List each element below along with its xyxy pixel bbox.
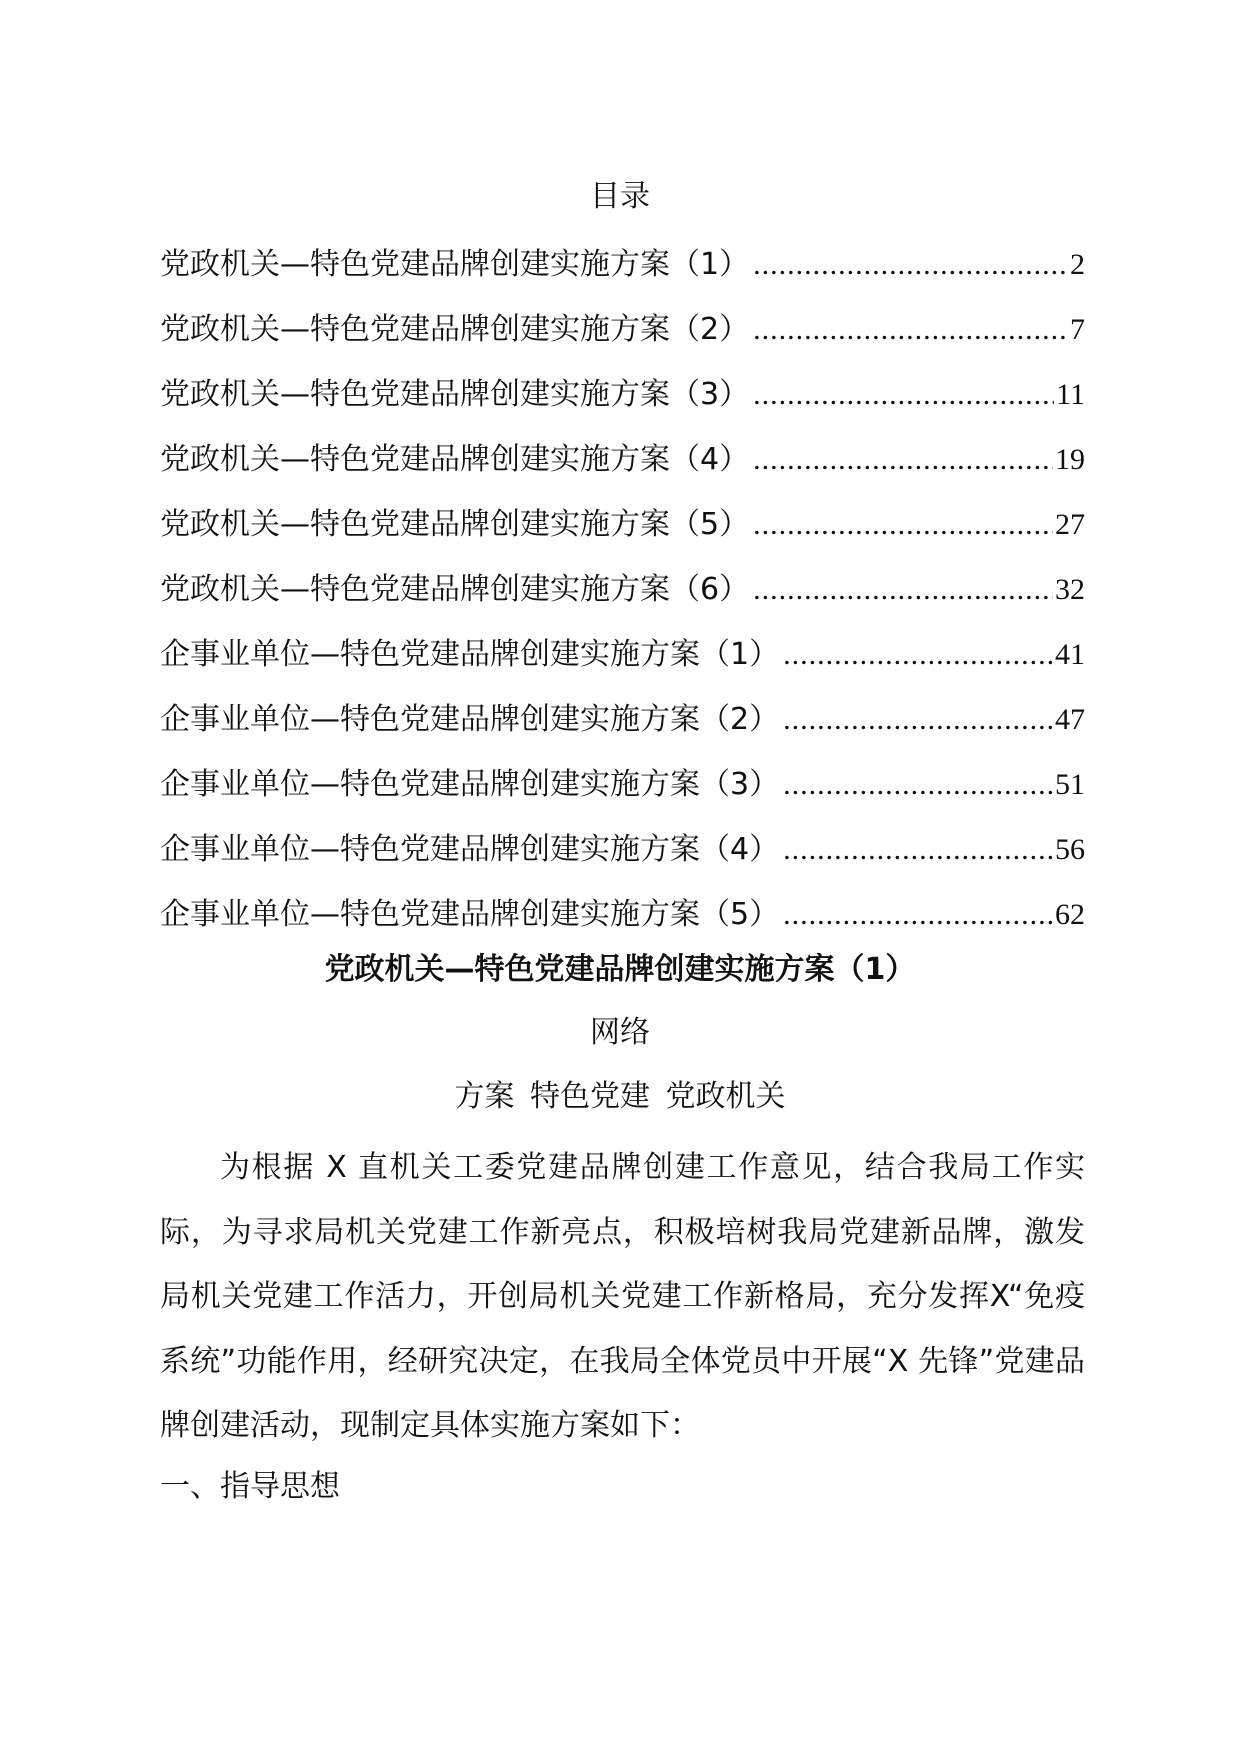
toc-entry-page: 32 xyxy=(1055,573,1085,606)
toc-entry[interactable] xyxy=(160,557,1085,622)
toc-entry[interactable] xyxy=(160,622,1085,687)
toc-entry-page: 47 xyxy=(1055,703,1085,736)
table-of-contents xyxy=(160,232,1085,947)
toc-entry-page: 7 xyxy=(1070,313,1085,346)
toc-entry-page: 27 xyxy=(1055,508,1085,541)
toc-dot-leader xyxy=(783,622,1053,687)
toc-entry-title: 党政机关—特色党建品牌创建实施方案（1） xyxy=(160,247,750,282)
toc-entry-title: 企事业单位—特色党建品牌创建实施方案（2） xyxy=(160,702,780,737)
toc-dot-leader xyxy=(783,882,1053,947)
toc-entry[interactable] xyxy=(160,427,1085,492)
toc-title: 目录 xyxy=(590,179,650,214)
toc-entry-page: 19 xyxy=(1055,443,1085,476)
toc-entry[interactable] xyxy=(160,232,1085,297)
toc-dot-leader xyxy=(753,232,1068,297)
toc-dot-leader xyxy=(753,557,1053,622)
section-heading: 一、指导思想 xyxy=(160,1469,340,1504)
toc-entry-page: 2 xyxy=(1070,248,1085,281)
toc-entry-page: 41 xyxy=(1055,638,1085,671)
toc-entry-title: 党政机关—特色党建品牌创建实施方案（3） xyxy=(160,377,750,412)
document-tags: 方案 特色党建 党政机关 xyxy=(454,1079,786,1114)
toc-entry-title: 企事业单位—特色党建品牌创建实施方案（1） xyxy=(160,637,780,672)
toc-entry-title: 党政机关—特色党建品牌创建实施方案（5） xyxy=(160,507,750,542)
toc-entry[interactable] xyxy=(160,492,1085,557)
toc-entry-title: 企事业单位—特色党建品牌创建实施方案（3） xyxy=(160,767,780,802)
toc-dot-leader xyxy=(753,492,1053,557)
toc-entry-page: 51 xyxy=(1055,768,1085,801)
toc-entry[interactable] xyxy=(160,297,1085,362)
toc-entry-page: 11 xyxy=(1056,378,1085,411)
toc-entry-title: 企事业单位—特色党建品牌创建实施方案（5） xyxy=(160,897,780,932)
toc-entry-title: 党政机关—特色党建品牌创建实施方案（6） xyxy=(160,572,750,607)
toc-dot-leader xyxy=(783,752,1053,817)
intro-paragraph: 为根据 X 直机关工委党建品牌创建工作意见，结合我局工作实际，为寻求局机关党建工作新亮点，积极培树我局党建新品牌，激发局机关党建工作活力，开创局机关党建工作新格局，充分发挥X“免疫系统”功能作用，经研究决定，在我局全体党员中开展“X 先锋”党建品牌创建活动，现制定具体实施方案如下： xyxy=(160,1150,1085,1443)
document-source: 网络 xyxy=(590,1015,650,1050)
toc-entry-title: 党政机关—特色党建品牌创建实施方案（4） xyxy=(160,442,750,477)
toc-dot-leader xyxy=(753,297,1068,362)
toc-entry[interactable] xyxy=(160,817,1085,882)
toc-entry[interactable] xyxy=(160,882,1085,947)
toc-entry[interactable] xyxy=(160,752,1085,817)
toc-entry[interactable] xyxy=(160,687,1085,752)
toc-dot-leader xyxy=(753,427,1053,492)
toc-dot-leader xyxy=(783,687,1053,752)
toc-dot-leader xyxy=(753,362,1054,427)
toc-entry-title: 企事业单位—特色党建品牌创建实施方案（4） xyxy=(160,832,780,867)
toc-dot-leader xyxy=(783,817,1053,882)
toc-entry-page: 62 xyxy=(1055,898,1085,931)
document-heading: 党政机关—特色党建品牌创建实施方案（1） xyxy=(324,952,916,987)
toc-entry-title: 党政机关—特色党建品牌创建实施方案（2） xyxy=(160,312,750,347)
toc-entry[interactable] xyxy=(160,362,1085,427)
toc-entry-page: 56 xyxy=(1055,833,1085,866)
